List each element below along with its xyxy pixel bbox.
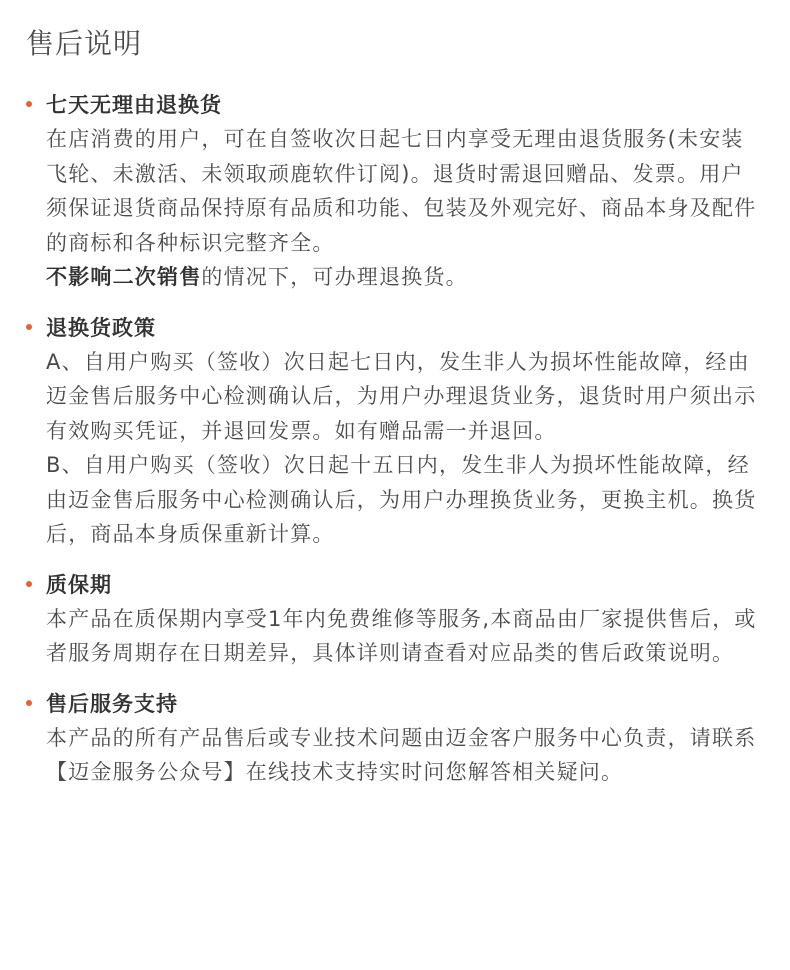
section-return-exchange-policy [26, 309, 762, 552]
page-title: 售后说明 [26, 27, 143, 60]
section-body [46, 345, 762, 552]
emphasis-text: 不影响二次销售 [46, 265, 202, 289]
section-header [26, 566, 762, 602]
bullet-dot-icon [26, 324, 32, 330]
section-body [46, 721, 762, 790]
section-body [46, 122, 762, 295]
section-body [46, 602, 762, 671]
section-paragraph: 本产品在质保期内享受1年内免费维修等服务,本商品由厂家提供售后，或者服务周期存在日期差异，具体详则请查看对应品类的售后政策说明。 [46, 606, 757, 665]
section-header [26, 685, 762, 721]
section-header [26, 309, 762, 345]
section-seven-day-return [26, 86, 762, 295]
section-title: 售后服务支持 [46, 691, 178, 716]
section-after-sales-support [26, 685, 762, 790]
section-title: 退换货政策 [46, 315, 156, 340]
section-title: 七天无理由退换货 [46, 93, 222, 117]
policy-item-b: B、自用户购买（签收）次日起十五日内，发生非人为损坏性能故障，经由迈金售后服务中心检测确认后，为用户办理换货业务，更换主机。换货后，商品本身质保重新计算。 [46, 453, 757, 546]
section-header [26, 86, 762, 122]
section-paragraph: 本产品的所有产品售后或专业技术问题由迈金客户服务中心负责，请联系【迈金服务公众号】在线技术支持实时问您解答相关疑问。 [46, 725, 757, 784]
section-title: 质保期 [46, 572, 112, 597]
bullet-dot-icon [26, 581, 32, 587]
section-warranty-period [26, 566, 762, 671]
section-paragraph: 在店消费的用户，可在自签收次日起七日内享受无理由退货服务(未安装飞轮、未激活、未领取顽鹿软件订阅)。退货时需退回赠品、发票。用户须保证退货商品保持原有品质和功能、包装及外观完好、商品本身及配件的商标和各种标识完整齐全。 [46, 127, 757, 255]
policy-item-a: A、自用户购买（签收）次日起七日内，发生非人为损坏性能故障，经由迈金售后服务中心检测确认后，为用户办理退货业务，退货时用户须出示有效购买凭证，并退回发票。如有赠品需一并退回。 [46, 349, 757, 443]
bullet-dot-icon [26, 101, 32, 107]
section-paragraph-tail: 的情况下，可办理退换货。 [201, 265, 468, 289]
bullet-dot-icon [26, 700, 32, 706]
